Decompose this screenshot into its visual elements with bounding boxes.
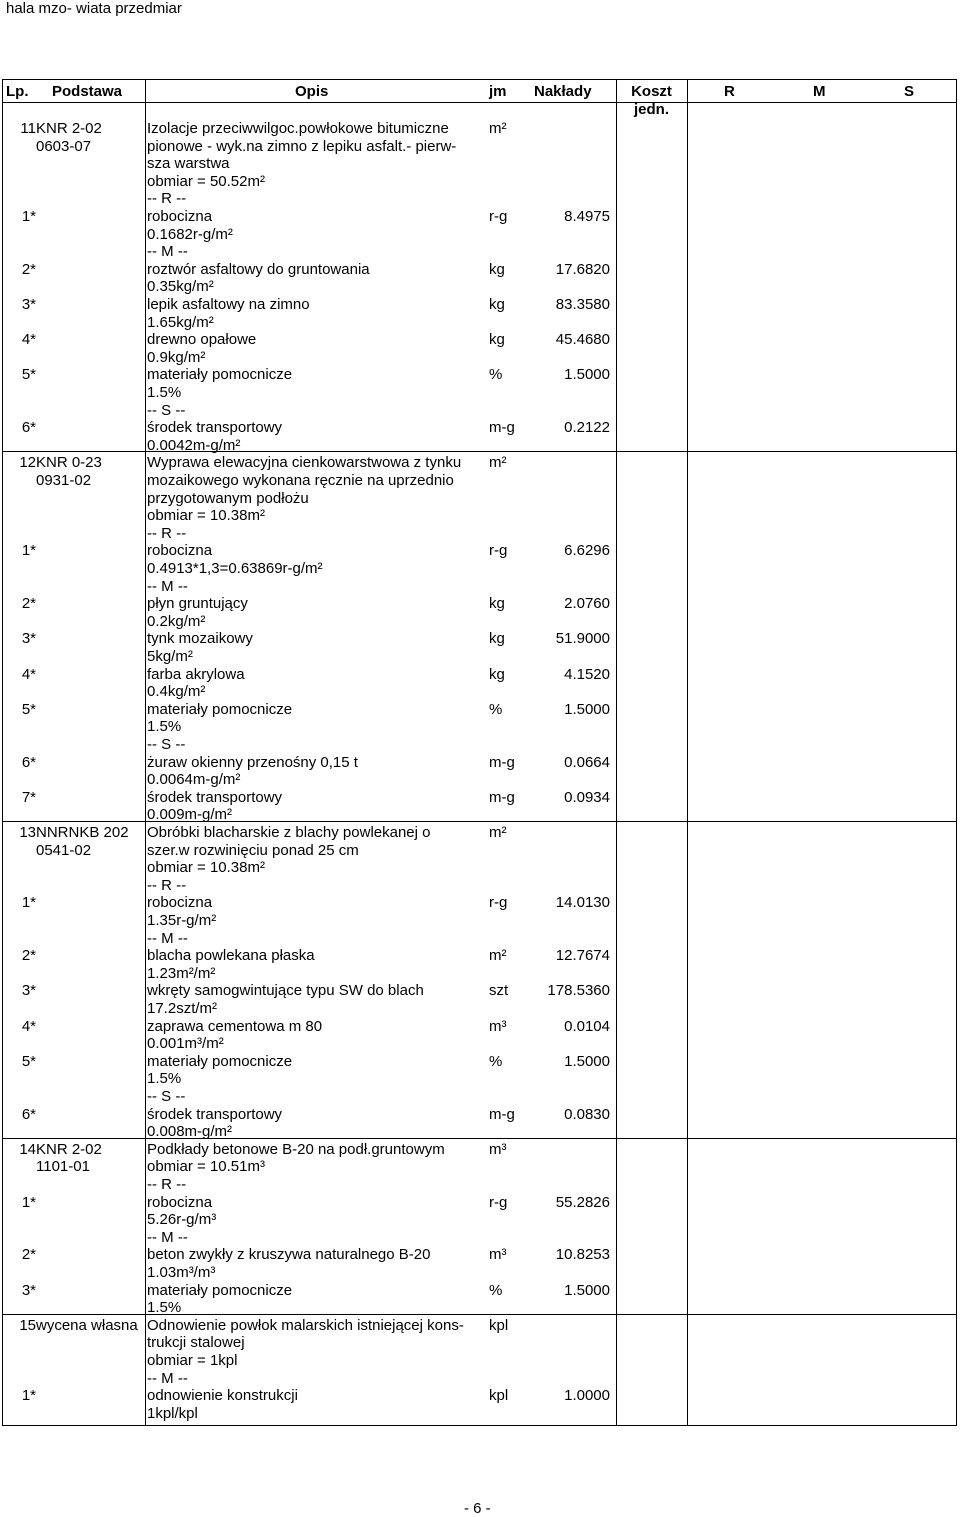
table-row xyxy=(0,1387,960,1405)
header-divider xyxy=(2,102,957,103)
cell-lp: 2* xyxy=(21,260,36,278)
cell-opis: wkręty samogwintujące typu SW do blach xyxy=(147,982,424,1000)
table-row xyxy=(0,666,960,684)
table-row xyxy=(0,560,960,578)
cell-opis: 1.35r-g/m² xyxy=(147,912,217,929)
table-row xyxy=(0,226,960,244)
table-row xyxy=(0,542,960,560)
cell-opis: 1.23m²/m² xyxy=(147,964,216,982)
cell-opis: 1.5% xyxy=(147,718,182,736)
cell-opis: 0.0064m-g/m² xyxy=(147,771,241,789)
cell-opis: zaprawa cementowa m 80 xyxy=(147,1017,323,1035)
cell-jm: m² xyxy=(489,947,507,965)
cell-naklady: 1.5000 xyxy=(564,366,610,384)
table-row xyxy=(0,1370,960,1388)
cell-opis: środek transportowy xyxy=(147,1105,283,1123)
cell-jm: r-g xyxy=(489,894,508,912)
column-header-s: S xyxy=(904,83,915,100)
table-row xyxy=(0,1211,960,1229)
table-row xyxy=(0,648,960,666)
table-row xyxy=(0,595,960,613)
cell-jm: m-g xyxy=(489,788,515,806)
cell-jm: r-g xyxy=(489,1193,508,1211)
cell-opis: -- S -- xyxy=(147,1088,186,1105)
table-row xyxy=(0,683,960,701)
cell-opis: 1.5% xyxy=(147,384,182,401)
table-row xyxy=(0,1035,960,1053)
cell-jm: kg xyxy=(489,665,505,683)
cell-jm: kg xyxy=(489,630,505,648)
cell-opis: -- M -- xyxy=(147,1369,188,1387)
cell-opis: materiały pomocnicze xyxy=(147,700,293,718)
table-row xyxy=(0,454,960,472)
table-row xyxy=(0,982,960,1000)
document-title: hala mzo- wiata przedmiar xyxy=(6,0,182,17)
cell-opis: materiały pomocnicze xyxy=(147,366,293,384)
cell-opis: obmiar = 50.52m² xyxy=(147,172,265,190)
column-header-lp: Lp. xyxy=(6,83,29,100)
cell-naklady: 8.4975 xyxy=(564,208,610,225)
cell-opis: roztwór asfaltowy do gruntowania xyxy=(147,260,370,278)
cell-lp: 5* xyxy=(21,700,36,718)
cell-opis: materiały pomocnicze xyxy=(147,1052,293,1070)
cell-opis: beton zwykły z kruszywa naturalnego B-20 xyxy=(147,1246,431,1264)
table-row xyxy=(0,278,960,296)
cell-lp: 1* xyxy=(21,1193,36,1211)
cell-lp: 3* xyxy=(21,1281,36,1299)
cell-opis: 1kpl/kpl xyxy=(147,1404,198,1422)
cell-jm: kg xyxy=(489,260,505,278)
position-separator xyxy=(2,451,957,452)
table-row xyxy=(0,718,960,736)
cell-naklady: 1.0000 xyxy=(564,1387,610,1405)
table-row xyxy=(0,1264,960,1282)
cell-opis: 0.0042m-g/m² xyxy=(147,436,241,454)
cell-naklady: 6.6296 xyxy=(564,542,610,560)
cell-jm: r-g xyxy=(489,208,508,225)
cell-podstawa: KNR 2-02 xyxy=(36,1140,102,1158)
cell-naklady: 1.5000 xyxy=(564,700,610,718)
table-row xyxy=(0,525,960,543)
cell-naklady: 0.0830 xyxy=(564,1105,610,1123)
cell-opis: 0.9kg/m² xyxy=(147,348,206,366)
table-row xyxy=(0,296,960,314)
cell-lp: 7* xyxy=(21,788,36,806)
table-row xyxy=(0,490,960,508)
cell-opis: sza warstwa xyxy=(147,155,230,173)
column-header-koszt-label: Koszt xyxy=(631,83,672,100)
cell-opis: -- R -- xyxy=(147,190,187,208)
cell-lp: 6* xyxy=(21,753,36,771)
table-row xyxy=(0,912,960,930)
cell-opis: 1.65kg/m² xyxy=(147,313,214,331)
cell-jm: kpl xyxy=(489,1316,509,1334)
cell-opis: żuraw okienny przenośny 0,15 t xyxy=(147,753,358,771)
cell-opis: lepik asfaltowy na zimno xyxy=(147,296,310,313)
table-row xyxy=(0,1070,960,1088)
cell-lp: 2* xyxy=(21,947,36,965)
cell-lp: 1* xyxy=(21,542,36,560)
cell-lp: 11 xyxy=(20,120,36,137)
table-row xyxy=(0,190,960,208)
cell-opis: obmiar = 10.51m³ xyxy=(147,1158,265,1176)
cell-opis: 1.5% xyxy=(147,1070,182,1088)
cell-opis: Podkłady betonowe B-20 na podł.gruntowym xyxy=(147,1140,445,1158)
cell-lp: 3* xyxy=(21,630,36,648)
table-row xyxy=(0,771,960,789)
cell-opis: 0.35kg/m² xyxy=(147,278,214,296)
table-row xyxy=(0,1317,960,1335)
cell-opis: -- M -- xyxy=(147,1228,188,1246)
cell-opis: tynk mozaikowy xyxy=(147,630,253,648)
cell-opis: 0.001m³/m² xyxy=(147,1035,224,1053)
cell-opis: Wyprawa elewacyjna cienkowarstwowa z tynku xyxy=(147,454,462,472)
table-row xyxy=(0,578,960,596)
table-row xyxy=(0,1106,960,1124)
cell-lp: 6* xyxy=(21,419,36,437)
table-row xyxy=(0,1352,960,1370)
cell-opis: przygotowanym podłożu xyxy=(147,489,309,507)
cell-jm: m-g xyxy=(489,753,515,771)
cell-naklady: 10.8253 xyxy=(555,1246,610,1264)
cell-lp: 1* xyxy=(21,1387,36,1405)
table-row xyxy=(0,1176,960,1194)
cell-podstawa: 0931-02 xyxy=(36,472,92,489)
table-row xyxy=(0,349,960,367)
cell-opis: 1.5% xyxy=(147,1299,182,1317)
table-row xyxy=(0,1282,960,1300)
cell-opis: Obróbki blacharskie z blachy powlekanej o xyxy=(147,824,431,841)
cell-lp: 5* xyxy=(21,1052,36,1070)
cell-jm: % xyxy=(489,366,503,384)
cell-opis: 5kg/m² xyxy=(147,648,193,665)
cell-jm: m³ xyxy=(489,1246,507,1264)
cell-opis: 1.03m³/m³ xyxy=(147,1264,216,1281)
cell-jm: m² xyxy=(489,824,507,841)
table-row xyxy=(0,331,960,349)
cell-jm: kg xyxy=(489,331,505,349)
cell-naklady: 51.9000 xyxy=(555,630,610,648)
table-row xyxy=(0,1246,960,1264)
cell-opis: pionowe - wyk.na zimno z lepiku asfalt.- pierw- xyxy=(147,137,457,155)
table-row xyxy=(0,630,960,648)
cell-opis: 0.2kg/m² xyxy=(147,612,206,630)
table-row xyxy=(0,930,960,948)
table-row xyxy=(0,736,960,754)
cell-jm: m² xyxy=(489,120,507,137)
table-row xyxy=(0,507,960,525)
table-row xyxy=(0,155,960,173)
cell-lp: 13 xyxy=(19,824,36,841)
table-row xyxy=(0,877,960,895)
cell-opis: robocizna xyxy=(147,1193,213,1211)
table-row xyxy=(0,138,960,156)
position-separator xyxy=(2,1138,957,1139)
cell-opis: robocizna xyxy=(147,542,213,560)
cell-lp: 2* xyxy=(21,1246,36,1264)
cell-podstawa: NNRNKB 202 xyxy=(36,824,129,841)
table-row xyxy=(0,947,960,965)
cell-naklady: 178.5360 xyxy=(547,982,610,1000)
cell-opis: -- R -- xyxy=(147,1176,187,1193)
cell-opis: 0.008m-g/m² xyxy=(147,1123,233,1141)
cell-opis: trukcji stalowej xyxy=(147,1334,245,1352)
table-row xyxy=(0,894,960,912)
cell-jm: % xyxy=(489,1052,503,1070)
table-row xyxy=(0,1141,960,1159)
cell-opis: -- R -- xyxy=(147,524,187,542)
column-header-koszt xyxy=(616,83,687,119)
cell-opis: -- M -- xyxy=(147,577,188,595)
table-row xyxy=(0,1229,960,1247)
table-row xyxy=(0,208,960,226)
table-row xyxy=(0,842,960,860)
cell-jm: m³ xyxy=(489,1140,507,1158)
table-row xyxy=(0,384,960,402)
cell-opis: -- M -- xyxy=(147,243,188,261)
cell-podstawa: wycena własna xyxy=(36,1316,138,1334)
cell-opis: 17.2szt/m² xyxy=(147,1000,218,1017)
table-row xyxy=(0,1018,960,1036)
cell-jm: m³ xyxy=(489,1017,507,1035)
cell-lp: 3* xyxy=(21,296,36,313)
cell-naklady: 45.4680 xyxy=(555,331,610,349)
cell-opis: odnowienie konstrukcji xyxy=(147,1387,298,1405)
cell-naklady: 1.5000 xyxy=(564,1281,610,1299)
table-row xyxy=(0,261,960,279)
cell-opis: obmiar = 10.38m² xyxy=(147,859,265,877)
cell-naklady: 83.3580 xyxy=(555,296,610,313)
table-row xyxy=(0,419,960,437)
cell-opis: 0.009m-g/m² xyxy=(147,806,233,824)
table-row xyxy=(0,1194,960,1212)
table-row xyxy=(0,1405,960,1423)
cell-podstawa: 1101-01 xyxy=(36,1158,90,1176)
column-header-naklady: Nakłady xyxy=(534,83,592,100)
cell-opis: szer.w rozwinięciu ponad 25 cm xyxy=(147,841,359,859)
table-row xyxy=(0,965,960,983)
cell-naklady: 2.0760 xyxy=(564,595,610,613)
cell-opis: środek transportowy xyxy=(147,419,283,437)
cell-jm: m² xyxy=(489,454,507,472)
cell-opis: robocizna xyxy=(147,894,213,912)
cell-podstawa: 0541-02 xyxy=(36,841,92,859)
table-row xyxy=(0,366,960,384)
cell-jm: m-g xyxy=(489,1105,515,1123)
cell-opis: -- R -- xyxy=(147,876,187,894)
cell-naklady: 0.0934 xyxy=(564,788,610,806)
cell-opis: -- M -- xyxy=(147,929,188,947)
cell-jm: r-g xyxy=(489,542,508,560)
cell-naklady: 1.5000 xyxy=(564,1052,610,1070)
cell-naklady: 12.7674 xyxy=(555,947,610,965)
cell-lp: 4* xyxy=(21,331,36,349)
cell-jm: kg xyxy=(489,296,505,313)
cell-lp: 3* xyxy=(21,982,36,1000)
cell-jm: % xyxy=(489,700,503,718)
cell-lp: 2* xyxy=(21,595,36,613)
position-separator xyxy=(2,821,957,822)
cell-opis: blacha powlekana płaska xyxy=(147,947,315,965)
table-row xyxy=(0,1158,960,1176)
cell-podstawa: KNR 2-02 xyxy=(36,120,102,137)
cell-opis: obmiar = 1kpl xyxy=(147,1352,238,1369)
table-row xyxy=(0,824,960,842)
table-row xyxy=(0,1000,960,1018)
column-header-podstawa: Podstawa xyxy=(52,83,123,100)
cell-opis: Izolacje przeciwwilgoc.powłokowe bitumiczne xyxy=(147,120,449,137)
cell-lp: 15 xyxy=(19,1316,36,1334)
cell-podstawa: 0603-07 xyxy=(36,137,92,155)
cell-opis: płyn gruntujący xyxy=(147,595,248,613)
column-header-opis: Opis xyxy=(295,83,329,100)
column-header-m: M xyxy=(813,83,826,100)
cell-opis: 0.4kg/m² xyxy=(147,683,206,701)
cell-lp: 5* xyxy=(21,366,36,384)
cell-opis: 0.1682r-g/m² xyxy=(147,225,233,243)
cell-opis: robocizna xyxy=(147,208,213,225)
cell-lp: 1* xyxy=(21,894,36,912)
table-row xyxy=(0,701,960,719)
cell-opis: 5.26r-g/m³ xyxy=(147,1211,217,1229)
cell-naklady: 55.2826 xyxy=(555,1193,610,1211)
cell-opis: drewno opałowe xyxy=(147,331,257,349)
cell-naklady: 0.0664 xyxy=(564,753,610,771)
table-row xyxy=(0,243,960,261)
table-row xyxy=(0,789,960,807)
table-row xyxy=(0,1334,960,1352)
cell-lp: 4* xyxy=(21,1017,36,1035)
cell-opis: -- S -- xyxy=(147,736,186,753)
table-row xyxy=(0,859,960,877)
cell-opis: obmiar = 10.38m² xyxy=(147,507,265,525)
cell-opis: Odnowienie powłok malarskich istniejącej kons- xyxy=(147,1316,464,1334)
cell-lp: 12 xyxy=(19,454,36,472)
cell-podstawa: KNR 0-23 xyxy=(36,454,102,472)
cell-opis: -- S -- xyxy=(147,401,186,419)
table-row xyxy=(0,1053,960,1071)
table-row xyxy=(0,472,960,490)
table-row xyxy=(0,314,960,332)
cell-opis: farba akrylowa xyxy=(147,665,245,683)
cell-naklady: 4.1520 xyxy=(564,665,610,683)
cell-naklady: 0.2122 xyxy=(564,419,610,437)
cell-opis: mozaikowego wykonana ręcznie na uprzednio xyxy=(147,472,454,489)
column-header-r: R xyxy=(724,83,735,100)
table-row xyxy=(0,754,960,772)
cell-jm: szt xyxy=(489,982,509,1000)
cell-naklady: 14.0130 xyxy=(555,894,610,912)
cell-opis: środek transportowy xyxy=(147,788,283,806)
page-number: - 6 - xyxy=(464,1500,491,1517)
table-row xyxy=(0,1088,960,1106)
cell-jm: % xyxy=(489,1281,503,1299)
column-header-jm: jm xyxy=(489,83,507,100)
table-row xyxy=(0,120,960,138)
cell-opis: materiały pomocnicze xyxy=(147,1281,293,1299)
cell-naklady: 17.6820 xyxy=(555,260,610,278)
cell-jm: kg xyxy=(489,595,505,613)
cell-lp: 6* xyxy=(21,1105,36,1123)
table-row xyxy=(0,402,960,420)
cell-lp: 14 xyxy=(19,1140,36,1158)
cell-jm: m-g xyxy=(489,419,515,437)
position-separator xyxy=(2,1314,957,1315)
table-row xyxy=(0,613,960,631)
cell-jm: kpl xyxy=(489,1387,509,1405)
cell-opis: 0.4913*1,3=0.63869r-g/m² xyxy=(147,560,323,577)
table-row xyxy=(0,173,960,191)
cell-lp: 1* xyxy=(21,208,36,225)
column-header-jedn-label: jedn. xyxy=(633,101,669,118)
cell-naklady: 0.0104 xyxy=(564,1017,610,1035)
cell-lp: 4* xyxy=(21,665,36,683)
